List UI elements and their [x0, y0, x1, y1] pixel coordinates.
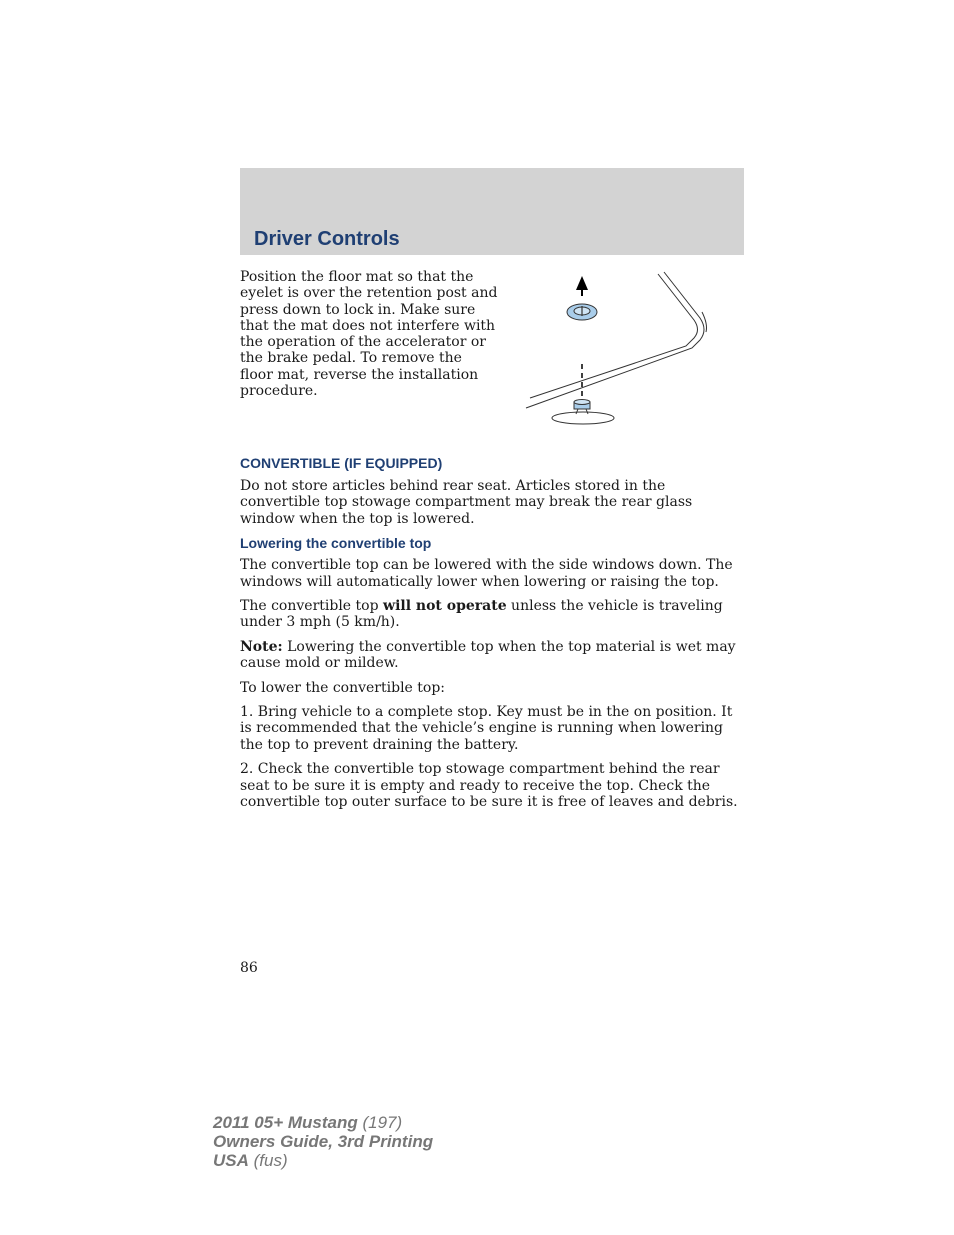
storage-warning-paragraph: Do not store articles behind rear seat. Articles stored in the convertible top stowage compartment may break the rear glass window when the top is lowered.	[240, 478, 693, 527]
note-label: Note:	[240, 638, 283, 655]
footer-guide: Owners Guide, 3rd Printing	[213, 1132, 434, 1151]
convertible-heading: CONVERTIBLE (IF EQUIPPED)	[240, 455, 443, 471]
section-header-band	[240, 168, 744, 255]
document-footer	[213, 1113, 433, 1170]
footer-line-2	[213, 1132, 433, 1151]
side-windows-paragraph: The convertible top can be lowered with the side windows down. The windows will automatically lower when lowering or raising the top.	[240, 557, 733, 590]
footer-model: 2011 05+ Mustang	[213, 1113, 358, 1132]
steps-intro: To lower the convertible top:	[240, 679, 446, 696]
note-text: Lowering the convertible top when the top material is wet may cause mold or mildew.	[240, 638, 736, 672]
footer-region: USA	[213, 1151, 249, 1170]
step-2: 2. Check the convertible top stowage compartment behind the rear seat to be sure it is empty and ready to receive the top. Check the convertible top outer surface to be sure it is free of leaves and debris.	[240, 761, 738, 811]
section-title: Driver Controls	[254, 228, 400, 250]
step-1: 1. Bring vehicle to a complete stop. Key must be in the on position. It is recommended that the vehicle’s engine is running when lowering the top to prevent draining the battery.	[240, 704, 733, 753]
speed-limit-paragraph	[240, 598, 746, 631]
page-number: 86	[240, 960, 258, 976]
footer-line-1	[213, 1113, 433, 1132]
floor-mat-illustration	[522, 268, 722, 430]
speed-limit-emphasis: will not operate	[383, 598, 507, 615]
floor-mat-instructions: Position the floor mat so that the eyelet is over the retention post and press down to lock in. Make sure that the mat does not interfere with the operation of the accelerator or the brake pedal. To remove the floor mat, reverse the installation procedure.	[240, 269, 498, 400]
speed-limit-text-post: unless the vehicle is traveling under 3 mph (5 km/h).	[240, 598, 723, 631]
footer-model-code: (197)	[357, 1113, 403, 1132]
speed-limit-text-pre: The convertible top	[240, 598, 384, 615]
convertible-section	[240, 455, 746, 819]
footer-line-3	[213, 1151, 433, 1170]
footer-region-code: (fus)	[248, 1151, 288, 1170]
note-paragraph	[240, 639, 746, 672]
lowering-subheading: Lowering the convertible top	[240, 535, 432, 552]
